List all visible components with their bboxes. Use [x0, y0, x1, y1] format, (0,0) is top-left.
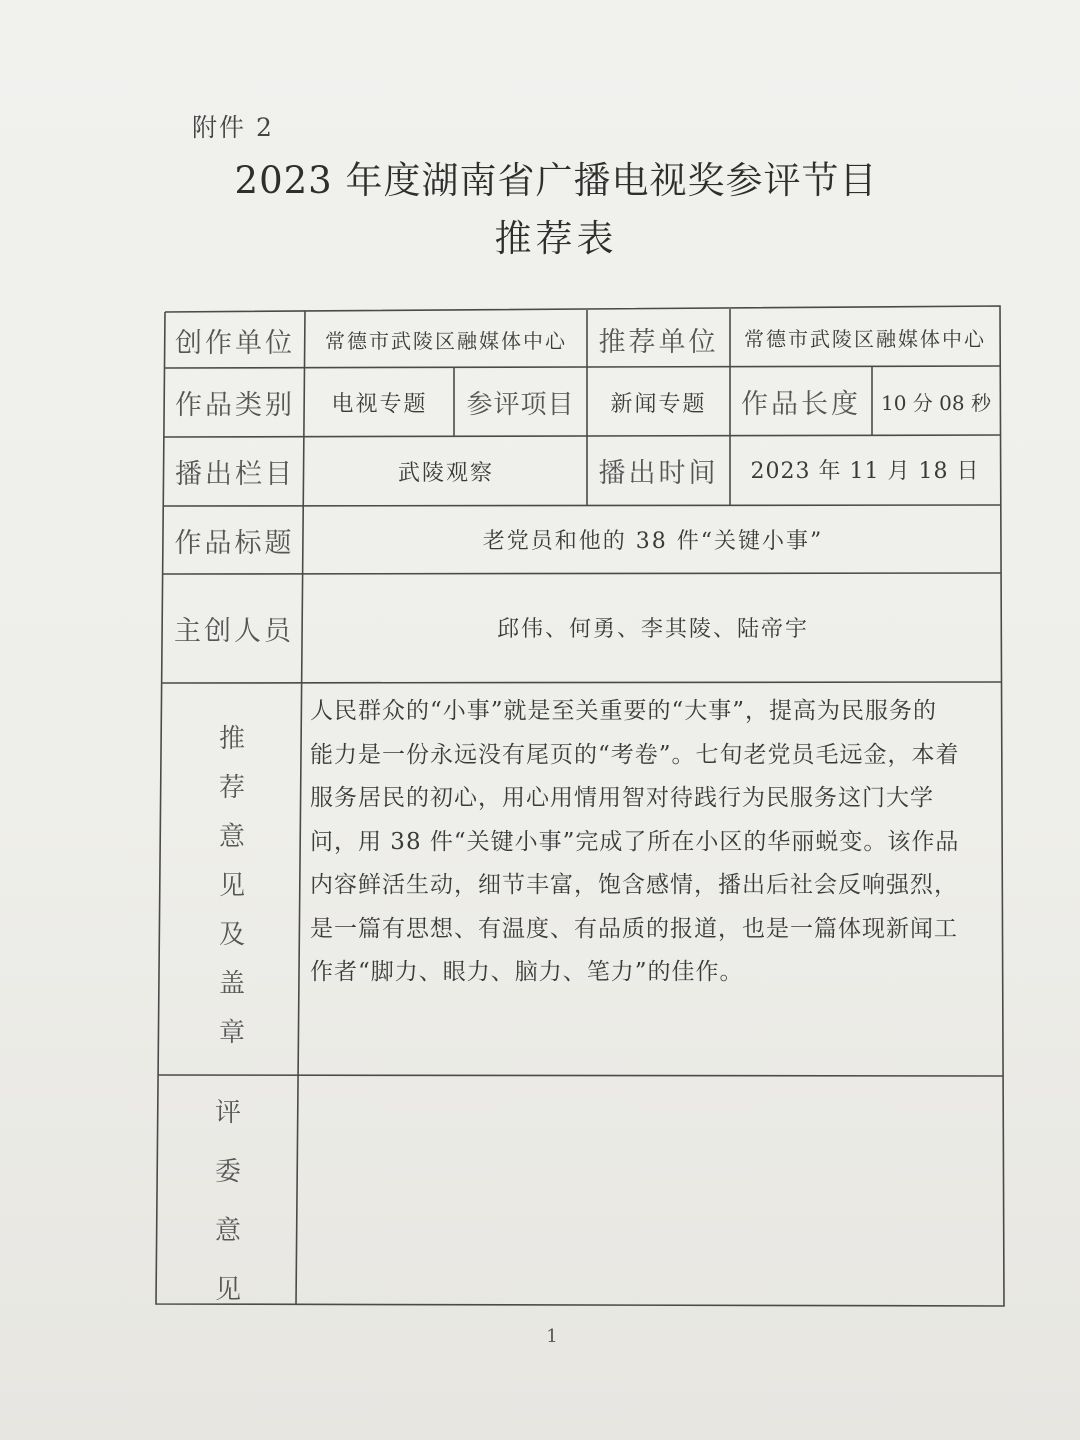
judges-label — [158, 1078, 298, 1303]
judges-label-char: 评 — [214, 1098, 241, 1128]
recommender-label: 推荐单位 — [598, 327, 719, 358]
recommendation-line: 内容鲜活生动，细节丰富，饱含感情，播出后社会反响强烈， — [310, 872, 958, 898]
work-title-label: 作品标题 — [174, 527, 295, 559]
recommendation-line: 是一篇有思想、有温度、有品质的报道，也是一篇体现新闻工 — [310, 915, 958, 942]
judges-label-char: 见 — [214, 1275, 241, 1305]
recommendation-label-char: 及 — [218, 920, 245, 950]
creators-value: 邱伟、何勇、李其陵、陆帝宇 — [496, 617, 809, 642]
recommendation-label-char: 见 — [218, 871, 245, 901]
length-label: 作品长度 — [741, 389, 861, 420]
airtime-label: 播出时间 — [598, 458, 719, 489]
attachment-label: 附件 2 — [192, 113, 274, 142]
column-label: 播出栏目 — [175, 459, 295, 490]
recommendation-label-char: 盖 — [218, 969, 245, 999]
page-number: 1 — [546, 1326, 558, 1347]
recommendation-line: 服务居民的初心，用心用情用智对待践行为民服务这门大学 — [310, 785, 934, 811]
length-value: 10 分 08 秒 — [881, 391, 991, 415]
creators-label: 主创人员 — [174, 616, 294, 647]
recommendation-line: 能力是一份永远没有尾页的“考卷”。七旬老党员毛远金，本着 — [310, 741, 960, 768]
eval-item-value: 新闻专题 — [610, 392, 707, 417]
document-subtitle: 推荐表 — [494, 217, 618, 260]
recommendation-line: 作者“脚力、眼力、脑力、笔力”的佳作。 — [310, 959, 744, 985]
recommendation-text — [310, 690, 998, 995]
work-title-value: 老党员和他的 38 件“关键小事” — [482, 528, 824, 554]
recommender-value: 常德市武陵区融媒体中心 — [744, 327, 986, 351]
creator-label: 创作单位 — [175, 328, 295, 359]
airtime-value: 2023 年 11 月 18 日 — [750, 459, 980, 484]
recommendation-label-char: 荐 — [218, 773, 245, 803]
recommendation-label-char: 意 — [218, 822, 245, 852]
recommendation-label — [162, 684, 302, 1074]
judges-label-char: 意 — [214, 1216, 241, 1246]
recommendation-label-char: 推 — [218, 724, 245, 754]
category-value: 电视专题 — [331, 392, 428, 417]
column-value: 武陵观察 — [397, 461, 494, 486]
creator-value: 常德市武陵区融媒体中心 — [325, 329, 567, 353]
judges-opinion-field — [300, 1078, 1002, 1303]
judges-label-char: 委 — [214, 1157, 241, 1187]
recommendation-line: 人民群众的“小事”就是至关重要的“大事”，提高为民服务的 — [310, 698, 938, 724]
document-title: 2023 年度湖南省广播电视奖参评节目 — [234, 159, 878, 202]
recommendation-line: 问，用 38 件“关键小事”完成了所在小区的华丽蜕变。该作品 — [310, 828, 960, 855]
eval-item-label: 参评项目 — [466, 390, 575, 420]
recommendation-label-char: 章 — [218, 1018, 245, 1048]
category-label: 作品类别 — [175, 390, 295, 421]
